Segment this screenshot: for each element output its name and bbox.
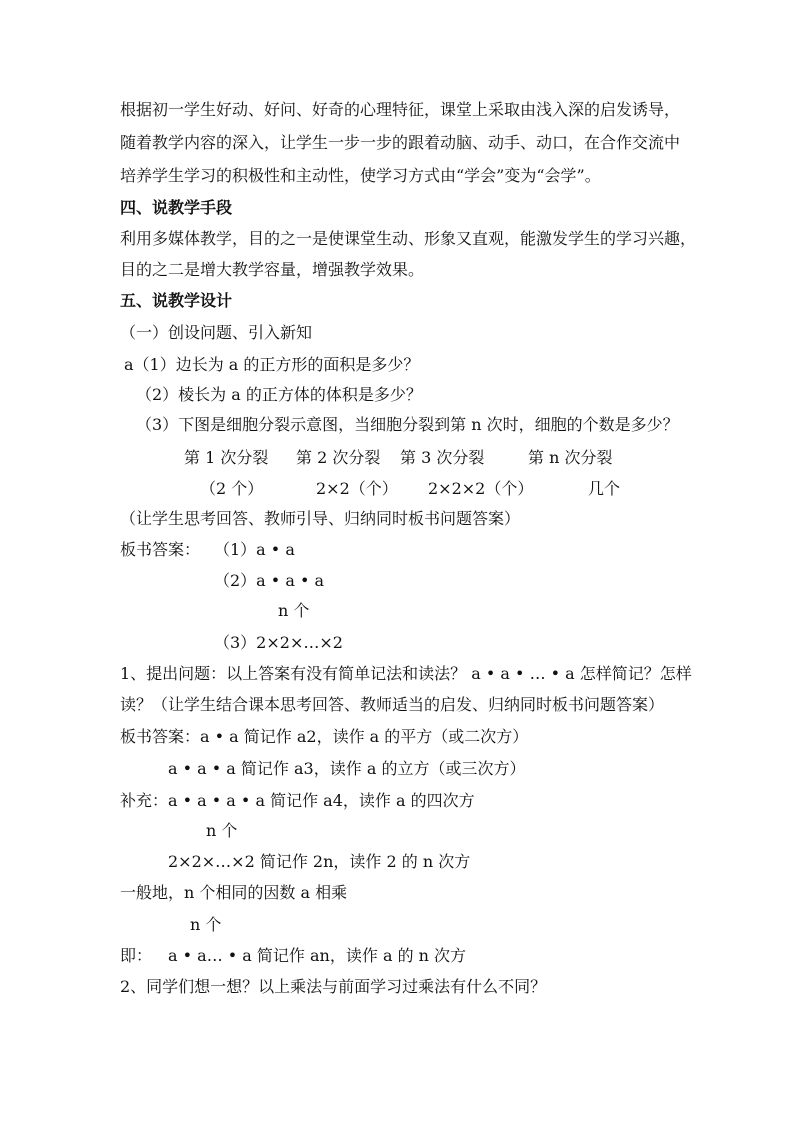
cell-value-3: 2×2×2（个） [428,479,534,498]
board-n-count: n 个 [278,601,310,620]
problem-1-line-1: 1、提出问题：以上答案有没有简单记法和读法？ a • a • … • a 怎样简记？怎样 [120,664,692,683]
cell-header-1: 第 1 次分裂 [184,448,269,467]
board-answer-1: （1）a • a [214,540,295,559]
board2-line-2: a • a • a 简记作 a3，读作 a 的立方（或三次方） [168,759,526,778]
problem-2: 2、同学们想一想？以上乘法与前面学习过乘法有什么不同？ [120,977,547,996]
intro-line-1: 根据初一学生好动、好问、好奇的心理特征，课堂上采取由浅入深的启发诱导， [120,100,681,119]
cell-header-3: 第 3 次分裂 [400,448,485,467]
supplement-line-1: 补充：a • a • a • a 简记作 a4，读作 a 的四次方 [120,791,475,810]
cell-header-2: 第 2 次分裂 [296,448,381,467]
general-n-count: n 个 [190,915,222,934]
section-4-line-2: 目的之二是增大教学容量，增强教学效果。 [120,260,425,279]
board-label: 板书答案： [120,540,201,559]
teaching-note: （让学生思考回答、教师引导、归纳同时板书问题答案） [120,509,521,528]
cell-value-n: 几个 [588,479,621,498]
section-4-line-1: 利用多媒体教学，目的之一是使课堂生动、形象又直观，能激发学生的学习兴趣， [120,229,697,248]
ie-label: 即： [120,946,153,965]
board-answer-2: （2）a • a • a [214,571,325,590]
question-1: a（1）边长为 a 的正方形的面积是多少？ [124,355,420,374]
supplement-line-2: 2×2×…×2 简记作 2n，读作 2 的 n 次方 [168,852,471,871]
question-2: （2）棱长为 a 的正方体的体积是多少？ [136,385,422,404]
section-4-heading: 四、说教学手段 [120,198,233,217]
board-answer-3: （3）2×2×…×2 [214,633,343,652]
problem-1-line-2: 读？（让学生结合课本思考回答、教师适当的启发、归纳同时板书问题答案） [120,695,665,714]
ie-definition: a • a… • a 简记作 an，读作 a 的 n 次方 [168,946,467,965]
supplement-n-count: n 个 [206,821,238,840]
subsection-1-heading: （一）创设问题、引入新知 [120,323,313,342]
question-3: （3）下图是细胞分裂示意图，当细胞分裂到第 n 次时，细胞的个数是多少？ [136,415,679,434]
intro-line-3: 培养学生学习的积极性和主动性，使学习方式由“学会”变为“会学”。 [120,166,601,185]
cell-header-n: 第 n 次分裂 [528,448,613,467]
section-5-heading: 五、说教学设计 [120,291,233,310]
general-statement: 一般地，n 个相同的因数 a 相乘 [120,883,348,902]
cell-value-2: 2×2（个） [316,479,398,498]
cell-value-1: （2 个） [200,479,264,498]
intro-line-2: 随着教学内容的深入，让学生一步一步的跟着动脑、动手、动口，在合作交流中 [120,133,681,152]
board2-line-1: 板书答案：a • a 简记作 a2，读作 a 的平方（或二次方） [120,727,529,746]
